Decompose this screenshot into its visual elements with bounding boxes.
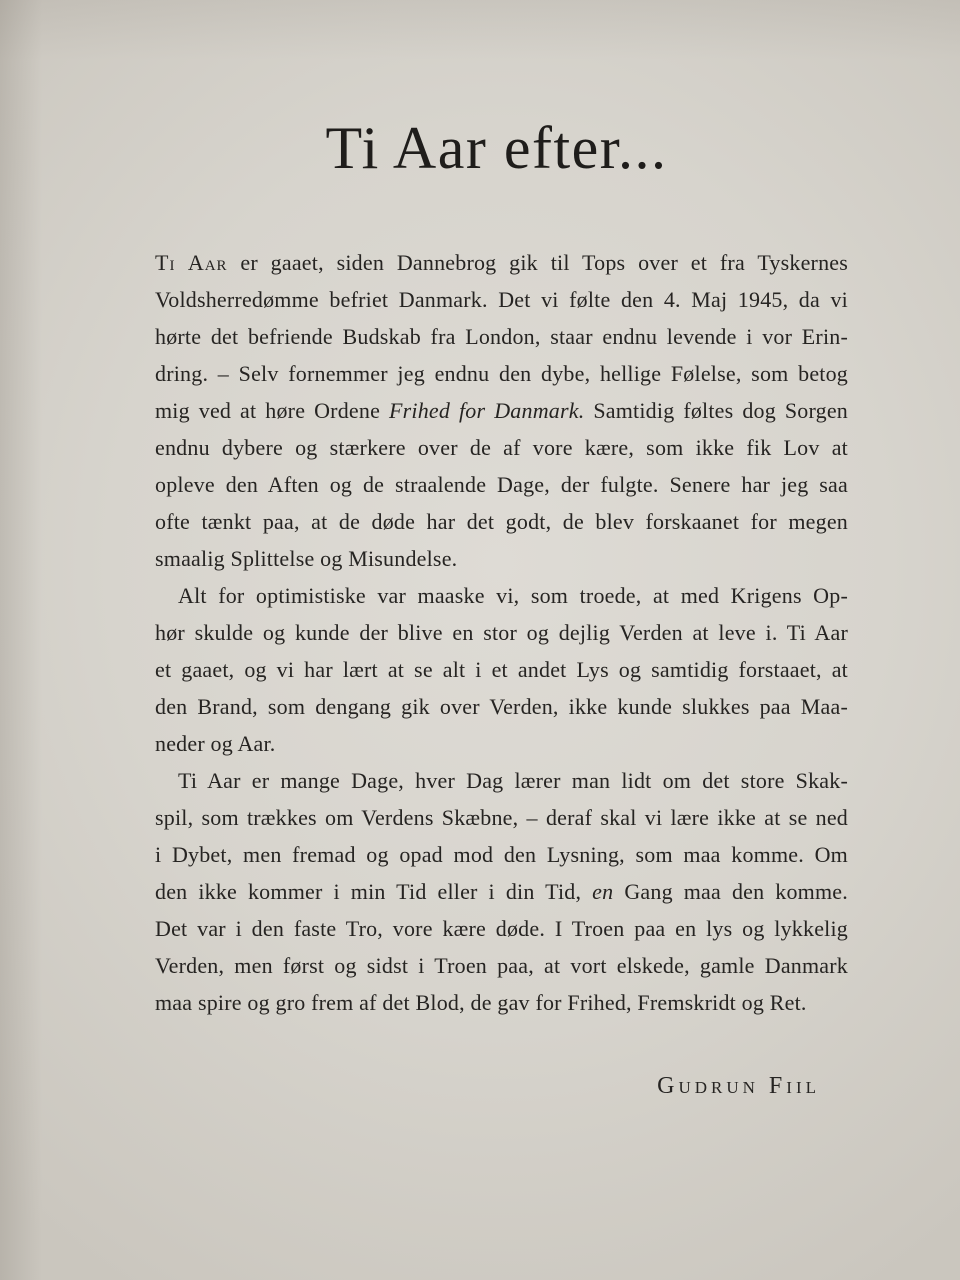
paragraph-1-line-5 [155,392,848,429]
paragraph-1-line-9 [155,540,848,577]
paragraph-1-line-8 [155,503,848,540]
paragraph-2-line-1 [155,577,848,614]
line-text: er gaaet, siden Dannebrog gik til Tops over et fra Tyskernes [227,250,848,275]
paragraph-3 [155,762,848,1021]
line-text: opleve den Aften og de straalende Dage, der fulgte. Senere har jeg saa [155,472,848,497]
line-text: den ikke kommer i min Tid eller i din Tid, [155,879,593,904]
paragraph-3-line-6 [155,947,848,984]
paragraph-2-line-2 [155,614,848,651]
paragraph-1-line-4 [155,355,848,392]
italic-phrase: Frihed for Danmark. [388,398,585,423]
small-caps-opening: Ti Aar [155,250,228,275]
paragraph-2-line-5 [155,725,848,762]
paragraph-3-line-7 [155,984,848,1021]
paragraph-3-line-3 [155,836,848,873]
line-text: Gang maa den komme. [613,879,848,904]
line-text: den Brand, som dengang gik over Verden, ikke kunde slukkes paa Maa- [155,694,848,719]
paragraph-1-line-3 [155,318,848,355]
line-text: endnu dybere og stærkere over de af vore kære, som ikke fik Lov at [155,435,848,460]
italic-word: en [592,879,614,904]
paragraph-1-line-1 [155,244,848,281]
line-text: i Dybet, men fremad og opad mod den Lysning, som maa komme. Om [155,842,848,867]
line-text: Samtidig føltes dog Sorgen [584,398,848,423]
line-text: neder og Aar. [155,731,276,756]
paragraph-3-line-2 [155,799,848,836]
line-text: maa spire og gro frem af det Blod, de gav for Frihed, Fremskridt og Ret. [155,990,807,1015]
paragraph-1-line-2 [155,281,848,318]
line-text: ofte tænkt paa, at de døde har det godt, de blev forskaanet for megen [155,509,848,534]
paragraph-2 [155,577,848,762]
author-signature: Gudrun Fiil [657,1073,820,1099]
line-text: smaalig Splittelse og Misundelse. [155,546,458,571]
page-title: Ti Aar efter... [325,115,668,181]
paragraph-1-line-7 [155,466,848,503]
line-text: Det var i den faste Tro, vore kære døde. I Troen paa en lys og lykkelig [155,916,848,941]
line-text: Ti Aar er mange Dage, hver Dag lærer man lidt om det store Skak- [178,768,848,793]
article-body [155,244,848,1021]
line-text: Alt for optimistiske var maaske vi, som troede, at med Krigens Op- [178,583,848,608]
line-text: hør skulde og kunde der blive en stor og dejlig Verden at leve i. Ti Aar [155,620,848,645]
line-text: Verden, men først og sidst i Troen paa, at vort elskede, gamle Danmark [155,953,848,978]
paragraph-1 [155,244,848,577]
line-text: spil, som trækkes om Verdens Skæbne, – deraf skal vi lære ikke at se ned [155,805,848,830]
paragraph-3-line-4 [155,873,848,910]
paragraph-3-line-5 [155,910,848,947]
line-text: et gaaet, og vi har lært at se alt i et andet Lys og samtidig forstaaet, at [155,657,848,682]
line-text: Voldsherredømme befriet Danmark. Det vi følte den 4. Maj 1945, da vi [155,287,848,312]
line-text: hørte det befriende Budskab fra London, staar endnu levende i vor Erin- [155,324,848,349]
paragraph-2-line-4 [155,688,848,725]
line-text: dring. – Selv fornemmer jeg endnu den dybe, hellige Følelse, som betog [155,361,848,386]
paragraph-3-line-1 [155,762,848,799]
line-text: mig ved at høre Ordene [155,398,389,423]
paragraph-2-line-3 [155,651,848,688]
paragraph-1-line-6 [155,429,848,466]
